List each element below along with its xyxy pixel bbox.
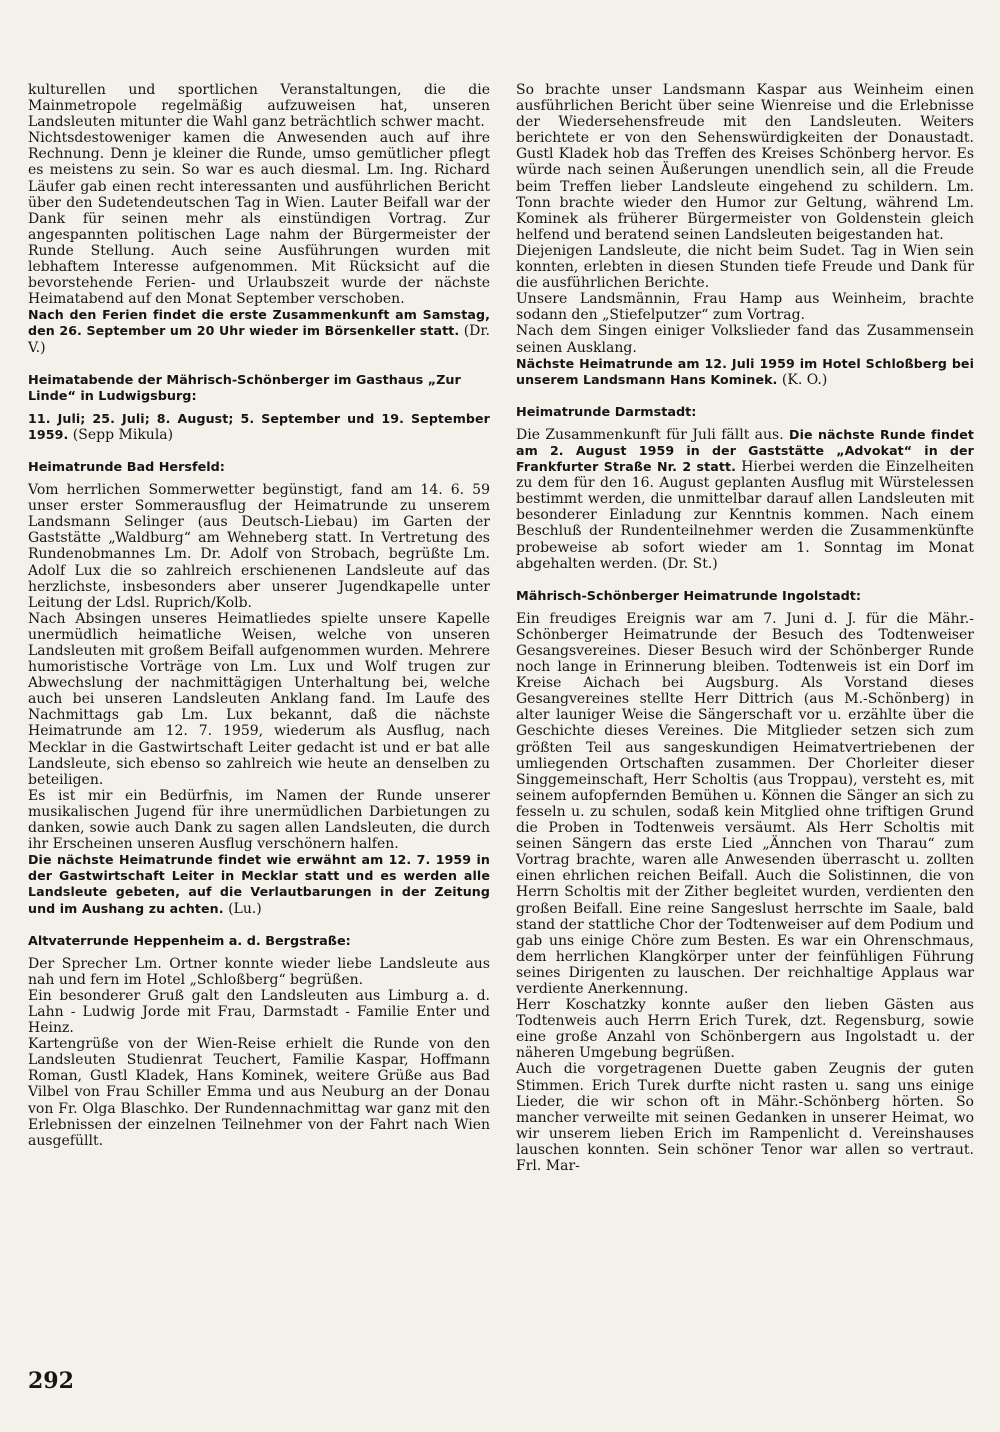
left-column — [28, 82, 490, 1149]
announcement-bold: Die nächste Runde findet am 2. August 1959 in der Gaststätte „Advokat“ in der Frankfurter Straße Nr. 2 statt. — [516, 426, 974, 475]
announcement-bold: Die nächste Heimatrunde findet wie erwähnt am 12. 7. 1959 in der Gastwirtschaft Leiter in Mecklar statt und es werden alle Landsleute gebeten, auf die Verlautbarungen in der Zeitung und im Aushang zu achten. — [28, 852, 490, 916]
paragraph: Nach dem Singen einiger Volkslieder fand das Zusammensein seinen Ausklang. — [516, 323, 974, 356]
signature: (Dr. V.) — [28, 323, 490, 356]
announcement — [28, 852, 490, 916]
section-heading: Heimatrunde Bad Hersfeld: — [28, 459, 225, 475]
right-column — [516, 82, 974, 1174]
paragraph: Ein freudiges Ereignis war am 7. Juni d. J. für die Mähr.-Schönberger Heimatrunde der Besuch des Todtenweiser Gesangsvereines. Dieser Besuch wird der Schönberger Runde noch lange in Erinnerung bleiben. Todtenweis ist ein Dorf im Kreise Aichach bei Augsburg. Als Vorstand dieses Gesangvereines stellte Herr Dittrich (aus M.-Schönberg) in alter launiger Weise die Sängerschaft vor u. erzählte über die Geschichte dieses Vereines. Die Mitglieder setzen sich zum größten Teil aus sangeskundigen Heimatvertriebenen der umliegenden Ortschaften zusammen. Der Chorleiter dieser Singgemeinschaft, Herr Scholtis (aus Troppau), versteht es, mit seinem aufopfernden Bemühen u. Können die Sänger an sich zu fesseln u. zu schulen, sodaß kein Mitglied ohne triftigen Grund die Proben in Todtenweis versäumt. Als Herr Scholtis mit seinen Sängern das erste Lied „Ännchen von Tharau“ zum Vortrag brachte, waren alle Anwesenden überrascht u. zollten einen ehrlichen reichen Beifall. Auch die Solistinnen, die von Herrn Scholtis mit der Zither begleitet wurden, verdienten den großen Beifall. Eine reine Sangeslust herrschte im Saale, bald stand der stattliche Chor der Todtenweiser auf dem Podium und gab uns einige Chöre zum Besten. Es war ein Ohrenschmaus, dem herrlichen Klangkörper unter der feinfühligen Führung seines Dirigenten zu lauschen. Der reichhaltige Applaus war verdiente Anerkennung. — [516, 610, 974, 997]
paragraph: Kartengrüße von der Wien-Reise erhielt die Runde von den Landsleuten Studienrat Teuchert, Familie Kaspar, Hoffmann Roman, Gustl Kladek, Hans Kominek, weitere Grüße aus Bad Vilbel von Frau Schiller Emma und aus Neuburg an der Donau von Fr. Olga Blaschko. Der Rundennachmittag war ganz mit den Erlebnissen der einzelnen Teilnehmer von der Fahrt nach Wien ausgefüllt. — [28, 1036, 490, 1149]
paragraph: Es ist mir ein Bedürfnis, im Namen der Runde unserer musikalischen Jugend für ihre unermüdlichen Darbietungen zu danken, sowie auch Dank zu sagen allen Landsleuten, die durch ihr Erscheinen unseren Ausflug verschönern halfen. — [28, 787, 490, 853]
section-heading: Mährisch-Schönberger Heimatrunde Ingolstadt: — [516, 588, 862, 604]
paragraph: Herr Koschatzky konnte außer den lieben Gästen aus Todtenweis auch Herrn Erich Turek, dzt. Regensburg, sowie eine große Anzahl von Schönbergern aus Ingolstadt u. der näheren Umgebung begrüßen. — [516, 997, 974, 1062]
paragraph: Nach Absingen unseres Heimatliedes spielte unsere Kapelle unermüdlich heimatliche Weisen, welche von unseren Landsleuten mit großem Beifall aufgenommen wurden. Mehrere humoristische Vorträge von Lm. Lux und Wolf trugen zur Abwechslung der nachmittägigen Unterhaltung bei, welche auch bei unseren Landsleuten Anklang fand. Im Laufe des Nachmittags gab Lm. Lux bekannt, daß die nächste Heimatrunde am 12. 7. 1959, wiederum als Ausflug, nach Mecklar in die Gastwirtschaft Leiter gedacht ist und er bat alle Landsleute, sich ebenso so zahlreich wie heute an denselben zu beteiligen. — [28, 610, 490, 788]
paragraph: Unsere Landsmännin, Frau Hamp aus Weinheim, brachte sodann den „Stiefelputzer“ zum Vortrag. — [516, 291, 974, 324]
paragraph: Auch die vorgetragenen Duette gaben Zeugnis der guten Stimmen. Erich Turek durfte nicht rasten u. sang uns einige Lieder, die wir schon oft in Mähr.-Schönberg hörten. So mancher verweilte mit seinen Gedanken in unserer Heimat, wo wir unserem lieben Erich im Rampenlicht d. Vereinshauses lauschen konnten. Sein schöner Tenor war allen so vertraut. Frl. Mar- — [516, 1061, 974, 1174]
page-number: 292 — [28, 1368, 74, 1394]
signature: (Lu.) — [223, 900, 262, 917]
paragraph: Diejenigen Landsleute, die nicht beim Sudet. Tag in Wien sein konnten, erlebten in diesen Stunden tiefe Freude und Dank für die ausführlichen Berichte. — [516, 242, 974, 292]
announcement-bold: Nächste Heimatrunde am 12. Juli 1959 im Hotel Schloßberg bei unserem Landsmann Hans Kominek. — [516, 355, 974, 387]
signature: (K. O.) — [777, 371, 828, 388]
signature: (Sepp Mikula) — [68, 426, 174, 443]
dates-bold: 11. Juli; 25. Juli; 8. August; 5. September und 19. September 1959. — [28, 410, 490, 442]
announcement — [516, 356, 974, 388]
paragraph: Nichtsdestoweniger kamen die Anwesenden auch auf ihre Rechnung. Denn je kleiner die Runde, umso gemütlicher pflegt es meistens zu sein. So war es auch diesmal. Lm. Ing. Richard Läufer gab einen recht interessanten und ausführlichen Bericht über den Sudetendeutschen Tag in Wien. Lauter Beifall war der Dank für seinen mehr als einstündigen Vortrag. Zur angespannten politischen Lage nahm der Bürgermeister der Runde Stellung. Auch seine Ausführungen wurden mit lebhaftem Interesse aufgenommen. Mit Rücksicht auf die bevorstehende Ferien- und Urlaubszeit wurde der nächste Heimatabend auf den Monat September verschoben. — [28, 130, 490, 308]
paragraph: Der Sprecher Lm. Ortner konnte wieder liebe Landsleute aus nah und fern im Hotel „Schloßberg“ begrüßen. — [28, 955, 490, 988]
section-heading: Heimatabende der Mährisch-Schönberger im Gasthaus „Zur Linde“ in Ludwigsburg: — [28, 372, 461, 404]
paragraph: Ein besonderer Gruß galt den Landsleuten aus Limburg a. d. Lahn - Ludwig Jorde mit Frau, Darmstadt - Familie Enter und Heinz. — [28, 987, 490, 1037]
paragraph: So brachte unser Landsmann Kaspar aus Weinheim einen ausführlichen Bericht über seine Wienreise und die Erlebnisse der Wiedersehensfreude mit den Landsleuten. Weiters berichtete er von den Sehenswürdigkeiten der Donaustadt. Gustl Kladek hob das Treffen des Kreises Schönberg hervor. Es würde nach seinen Äußerungen unendlich sein, all die Freude beim Treffen lieber Landsleute eingehend zu schildern. Lm. Tonn brachte wieder den Humor zur Geltung, während Lm. Kominek als früherer Bürgermeister von Goldenstein gleich helfend und beratend seinen Landsleuten beigestanden hat. — [516, 82, 974, 243]
paragraph: kulturellen und sportlichen Veranstaltungen, die die Mainmetropole regelmäßig aufzuweisen hat, unseren Landsleuten mitunter die Wahl ganz beträchtlich schwer macht. — [28, 82, 490, 131]
paragraph — [516, 427, 974, 572]
announcement — [28, 411, 490, 443]
announcement — [28, 307, 490, 355]
section-heading: Altvaterrunde Heppenheim a. d. Bergstraße: — [28, 933, 351, 949]
announcement-bold: Nach den Ferien findet die erste Zusammenkunft am Samstag, den 26. September um 20 Uhr wieder im Börsenkeller statt. — [28, 307, 490, 339]
section-heading: Heimatrunde Darmstadt: — [516, 404, 697, 420]
paragraph: Vom herrlichen Sommerwetter begünstigt, fand am 14. 6. 59 unser erster Sommerausflug der Heimatrunde zu unserem Landsmann Selinger (aus Deutsch-Liebau) im Garten der Gaststätte „Waldburg“ am Wehneberg statt. In Vertretung des Rundenobmannes Lm. Dr. Adolf von Strobach, begrüßte Lm. Adolf Lux die so zahlreich erschienenen Landsleute auf das herzlichste, insbesonders aber unserer Jugendkapelle unter Leitung der Ldsl. Ruprich/Kolb. — [28, 482, 490, 611]
text-run: Hierbei werden die Einzelheiten zu dem für den 16. August geplanten Ausflug mit Würstelessen bestimmt werden, die unmittelbar darauf allen Landsleuten mit besonderer Einladung zur Kenntnis kommen. Nach einem Beschluß der Rundenteilnehmer werden die Zusammenkünfte probeweise ab sofort wieder am 1. Sonntag im Monat abgehalten werden. (Dr. St.) — [516, 459, 975, 572]
text-run: Die Zusammenkunft für Juli fällt aus. — [516, 426, 790, 443]
